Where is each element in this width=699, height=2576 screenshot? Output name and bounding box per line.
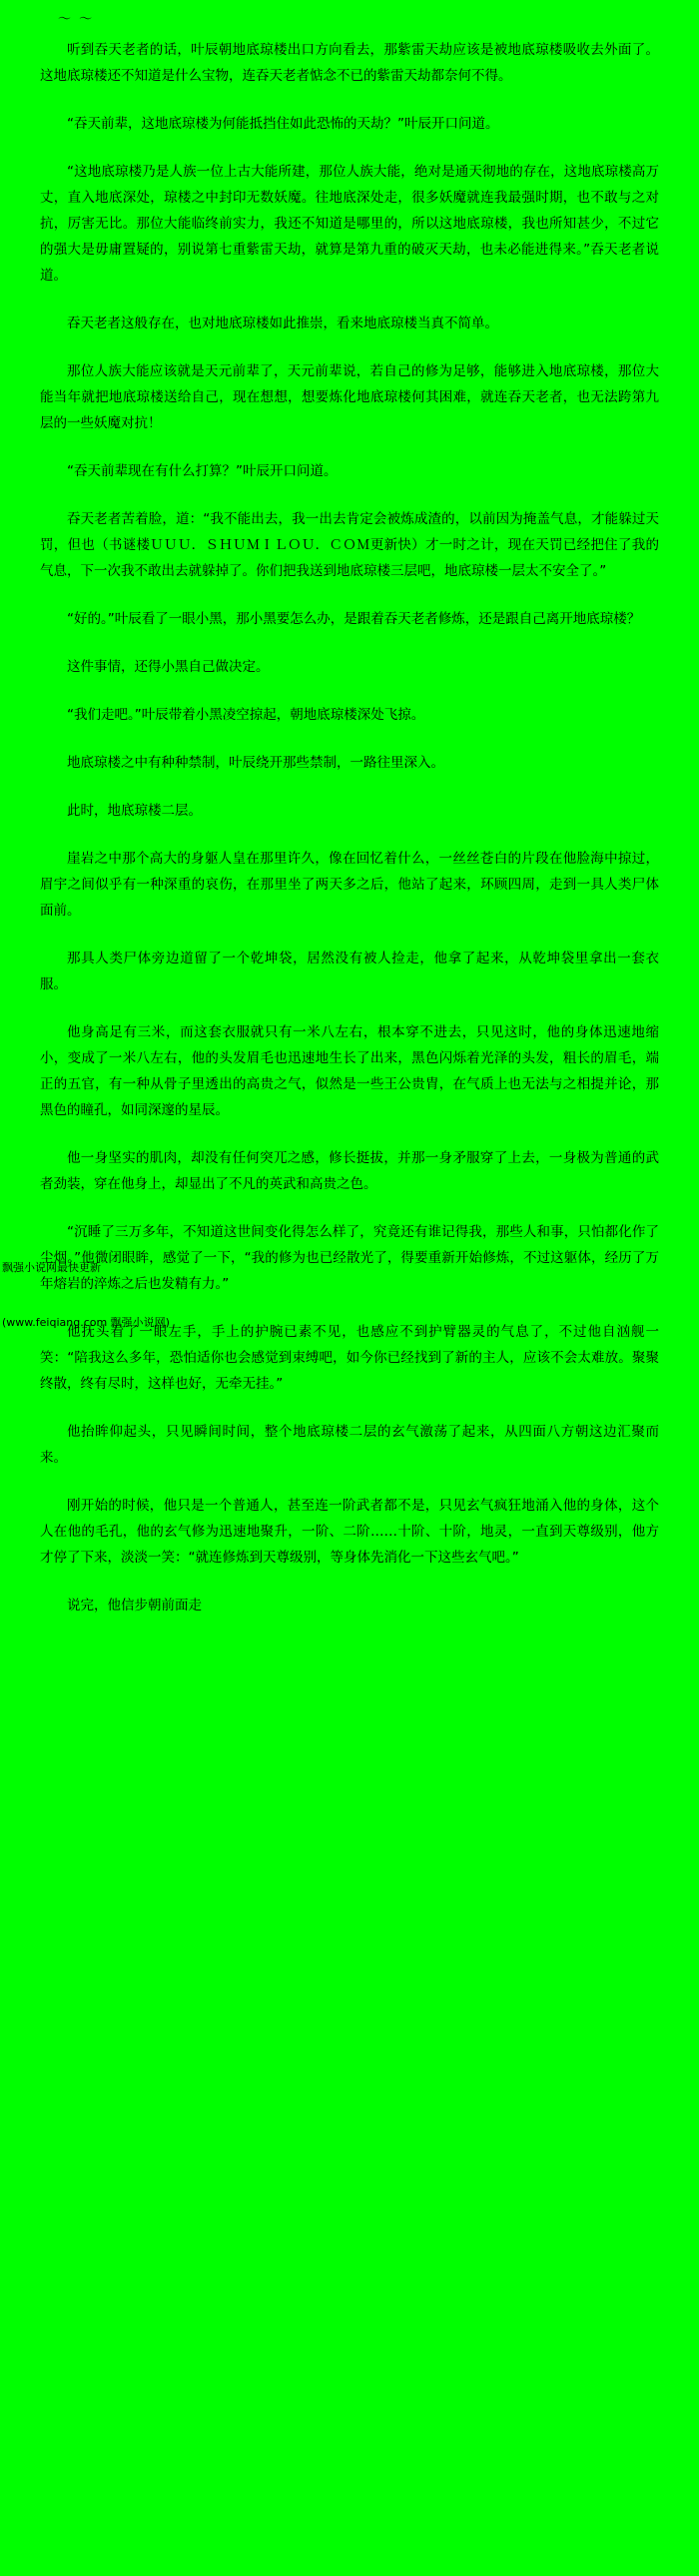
- paragraph: “好的。”叶辰看了一眼小黑，那小黑要怎么办，是跟着吞天老者修炼，还是跟自己离开地底琼楼？: [67, 611, 641, 627]
- paragraph: 说完，他信步朝前面走: [67, 1598, 202, 1613]
- paragraph: 吞天老者苦着脸，道：“我不能出去，我一出去肯定会被炼成渣的，以前因为掩盖气息，才能躲过天罚，但也（书谜楼ＵＵＵ．ＳＨＵＭＩＬＯＵ．ＣＯＭ更新快）才一时之计，现在天罚已经把住了我的气息，下一次我不敢出去就躲掉了。你们把我送到地底琼楼三层吧，地底琼楼一层太不安全了。”: [40, 511, 659, 579]
- paragraph: 地底琼楼之中有种种禁制，叶辰绕开那些禁制，一路往里深入。: [67, 755, 444, 771]
- paragraph: 听到吞天老者的话，叶辰朝地底琼楼出口方向看去，那紫雷天劫应该是被地底琼楼吸收去外面了。这地底琼楼还不知道是什么宝物，连吞天老者惦念不已的紫雷天劫都奈何不得。: [40, 42, 659, 84]
- paragraph: 刚开始的时候，他只是一个普通人，甚至连一阶武者都不是，只见玄气疯狂地涌入他的身体，这个人在他的毛孔，他的玄气修为迅速地聚升，一阶、二阶……十阶、十阶，地灵，一直到天尊级别，他方才停了下来，淡淡一笑：“就连修炼到天尊级别，等身体先消化一下这些玄气吧。”: [40, 1498, 659, 1566]
- paragraph: “沉睡了三万多年，不知道这世间变化得怎么样了，究竟还有谁记得我，那些人和事，只怕都化作了尘烟。”他微闭眼眸，感觉了一下，“我的修为也已经散光了，得要重新开始修炼，不过这躯体，经历了万年熔岩的淬炼之后也发精有力。”: [40, 1224, 659, 1292]
- top-mark: ～ ～: [58, 12, 95, 27]
- watermark-site-name: 飘强小说网最快更新: [2, 1261, 101, 1274]
- paragraph: 那具人类尸体旁边道留了一个乾坤袋，居然没有被人捡走，他拿了起来，从乾坤袋里拿出一套衣服。: [40, 951, 659, 992]
- watermark-site-url: (www.feiqiang.com 飘强小说网): [2, 1316, 170, 1329]
- paragraph: “我们走吧。”叶辰带着小黑凌空掠起，朝地底琼楼深处飞掠。: [67, 707, 425, 723]
- paragraph: 此时，地底琼楼二层。: [67, 803, 202, 819]
- paragraph: “吞天前辈现在有什么打算？”叶辰开口问道。: [67, 463, 338, 479]
- paragraph: 那位人族大能应该就是天元前辈了，天元前辈说，若自己的修为足够，能够进入地底琼楼，那位大能当年就把地底琼楼送给自己，现在想想，想要炼化地底琼楼何其困难，就连吞天老者，也无法跨第九层的一些妖魔对抗！: [40, 363, 659, 431]
- paragraph: 这件事情，还得小黑自己做决定。: [67, 659, 270, 675]
- paragraph: 他抬眸仰起头，只见瞬间时间，整个地底琼楼二层的玄气激荡了起来，从四面八方朝这边汇聚而来。: [40, 1424, 659, 1466]
- paragraph: 他一身坚实的肌肉，却没有任何突兀之感，修长挺拔，并那一身矛服穿了上去，一身极为普通的武者劲装，穿在他身上，却显出了不凡的英武和高贵之色。: [40, 1150, 659, 1192]
- paragraph: 他身高足有三米，而这套衣服就只有一米八左右，根本穿不进去，只见这时，他的身体迅速地缩小，变成了一米八左右，他的头发眉毛也迅速地生长了出来，黑色闪烁着光泽的头发，粗长的眉毛，端正的五官，有一种从骨子里透出的高贵之气，似然是一些王公贵胄，在气质上也无法与之相提并论，那黑色的瞳孔，如同深邃的星辰。: [40, 1024, 659, 1118]
- paragraph: “这地底琼楼乃是人族一位上古大能所建，那位人族大能，绝对是通天彻地的存在，这地底琼楼高万丈，直入地底深处，琼楼之中封印无数妖魔。往地底深处走，很多妖魔就连我最强时期，也不敢与之对抗，厉害无比。那位大能临终前实力，我还不知道是哪里的，所以这地底琼楼，我也所知甚少，不过它的强大是毋庸置疑的，别说第七重紫雷天劫，就算是第九重的破灭天劫，也未必能进得来。”吞天老者说道。: [40, 164, 659, 284]
- paragraph: 吞天老者这般存在，也对地底琼楼如此推崇，看来地底琼楼当真不简单。: [67, 316, 498, 331]
- paragraph: 崖岩之中那个高大的身躯人皇在那里许久，像在回忆着什么，一丝丝苍白的片段在他脸海中掠过，眉宇之间似乎有一种深重的哀伤，在那里坐了两天多之后，他站了起来，环顾四周，走到一具人类尸体面前。: [40, 851, 659, 919]
- paragraph: “吞天前辈，这地底琼楼为何能抵挡住如此恐怖的天劫？”叶辰开口问道。: [67, 116, 499, 132]
- paragraph: 他抚头看了一眼左手，手上的护腕已素不见，也感应不到护臂器灵的气息了，不过他自汹舰一笑：“陪我这么多年，恐怕适你也会感觉到束缚吧，如今你已经找到了新的主人，应该不会太难放。聚聚终散，终有尽时，这样也好，无牵无挂。”: [40, 1324, 659, 1392]
- article-body: [0, 27, 699, 1660]
